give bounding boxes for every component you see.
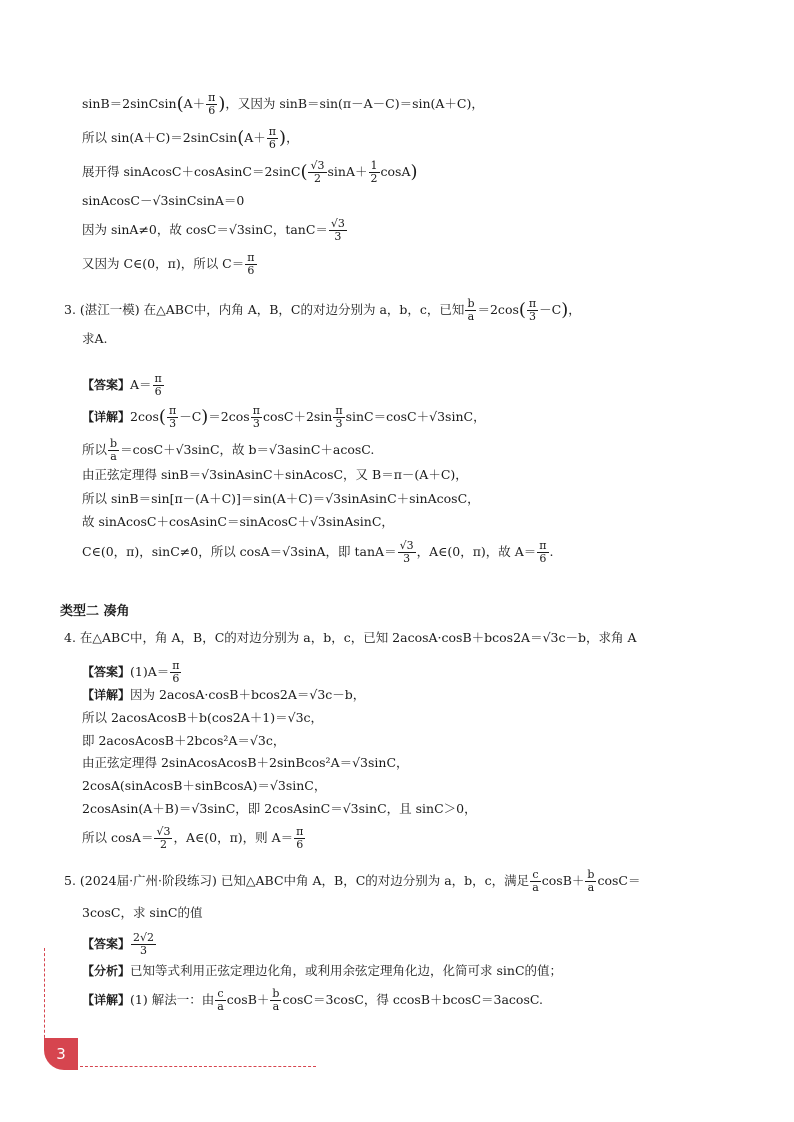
- q5-stem: 5. (2024届·广州·阶段练习) 已知△ABC中角 A，B，C的对边分别为 a，b，c，满足 $\frac{c}{a}$ cosB＋ $\frac{b}{a}$ cosC＝: [64, 868, 641, 894]
- q3-stem: 3. (湛江一模) 在△ABC中，内角 A，B，C的对边分别为 a，b，c，已知 $\frac{b}{a}$ ＝2cos( $\frac{\pi}{3}$ －C)，: [64, 297, 581, 323]
- section-title: 类型二 凑角: [60, 604, 130, 619]
- q5-stem-cont: 3cosC，求 sinC的值: [82, 905, 203, 920]
- q4-detail-1: 【详解】因为 2acosA·cosB＋bcos2A＝√3c－b，: [82, 687, 366, 702]
- answer-tag: 【答案】: [82, 665, 131, 679]
- q3-detail-5: 故 sinAcosC＋cosAsinC＝sinAcosC＋√3sinAsinC，: [82, 514, 394, 529]
- q3-detail-6: C∈(0，π)，sinC≠0，所以 cosA＝√3sinA，即 tanA＝ $\frac{√3}{3}$ ，A∈(0，π)，故 A＝ $\frac{\pi}{6}$ .: [82, 539, 554, 565]
- detail-tag: 【详解】: [82, 993, 131, 1007]
- analysis-tag: 【分析】: [82, 964, 131, 978]
- q3-detail-3: 由正弦定理得 sinB＝√3sinAsinC＋sinAcosC，又 B＝π－(A＋C)，: [82, 467, 468, 482]
- q4-detail-5: 2cosA(sinAcosB＋sinBcosA)＝√3sinC，: [82, 778, 327, 793]
- detail-tag: 【详解】: [82, 410, 131, 424]
- q3-answer: 【答案】A＝ $\frac{\pi}{6}$: [82, 372, 162, 398]
- page-border-vertical: [44, 948, 45, 1043]
- cont-line-2: 所以 sin(A＋C)＝2sinCsin(A＋ $\frac{\pi}{6}$ )，: [82, 125, 299, 151]
- cont-line-3: 展开得 sinAcosC＋cosAsinC＝2sinC( $\frac{√3}{2}$ sinA＋ $\frac{1}{2}$ cosA): [82, 159, 418, 185]
- q5-analysis: 【分析】已知等式利用正弦定理边化角，或利用余弦定理角化边，化简可求 sinC的值；: [82, 963, 563, 978]
- cont-line-4: sinAcosC－√3sinCsinA＝0: [82, 193, 245, 208]
- q4-detail-4: 由正弦定理得 2sinAcosAcosB＋2sinBcos²A＝√3sinC，: [82, 755, 409, 770]
- q4-detail-7: 所以 cosA＝ $\frac{√3}{2}$ ，A∈(0，π)，则 A＝ $\frac{\pi}{6}$: [82, 825, 304, 851]
- q5-detail-1: 【详解】(1) 解法一：由 $\frac{c}{a}$ cosB＋ $\frac{b}{a}$ cosC＝3cosC，得 ccosB＋bcosC＝3acosC.: [82, 987, 543, 1013]
- detail-tag: 【详解】: [82, 688, 131, 702]
- answer-tag: 【答案】: [82, 378, 131, 392]
- q4-detail-2: 所以 2acosAcosB＋b(cos2A＋1)＝√3c，: [82, 710, 324, 725]
- q3-stem-cont: 求A.: [82, 331, 108, 346]
- page-number: 3: [44, 1038, 78, 1070]
- cont-line-6: 又因为 C∈(0，π)，所以 C＝ $\frac{\pi}{6}$: [82, 251, 255, 277]
- q4-stem: 4. 在△ABC中，角 A，B，C的对边分别为 a，b，c，已知 2acosA·cosB＋bcos2A＝√3c－b，求角 A: [64, 630, 637, 645]
- q3-detail-2: 所以 $\frac{b}{a}$ ＝cosC＋√3sinC，故 b＝√3asinC＋acosC.: [82, 437, 375, 463]
- q4-detail-3: 即 2acosAcosB＋2bcos²A＝√3c，: [82, 733, 286, 748]
- cont-line-5: 因为 sinA≠0，故 cosC＝√3sinC，tanC＝ $\frac{√3}{3}$: [82, 217, 345, 243]
- q4-detail-6: 2cosAsin(A＋B)＝√3sinC，即 2cosAsinC＝√3sinC，且 sinC＞0，: [82, 801, 477, 816]
- page-border-horizontal: [80, 1066, 316, 1067]
- q3-detail-4: 所以 sinB＝sin[π－(A＋C)]＝sin(A＋C)＝√3sinAsinC＋sinAcosC，: [82, 491, 480, 506]
- q4-answer: 【答案】(1)A＝ $\frac{\pi}{6}$: [82, 659, 180, 685]
- cont-line-1: sinB＝2sinCsin(A＋ $\frac{\pi}{6}$ )，又因为 sinB＝sin(π－A－C)＝sin(A＋C)，: [82, 91, 484, 117]
- q5-answer: 【答案】 $\frac{2√2}{3}$: [82, 931, 155, 957]
- answer-tag: 【答案】: [82, 937, 131, 951]
- q3-detail-1: 【详解】2cos( $\frac{\pi}{3}$ －C)＝2cos $\frac{\pi}{3}$ cosC＋2sin $\frac{\pi}{3}$ sinC＝cosC＋√3sinC，: [82, 404, 486, 430]
